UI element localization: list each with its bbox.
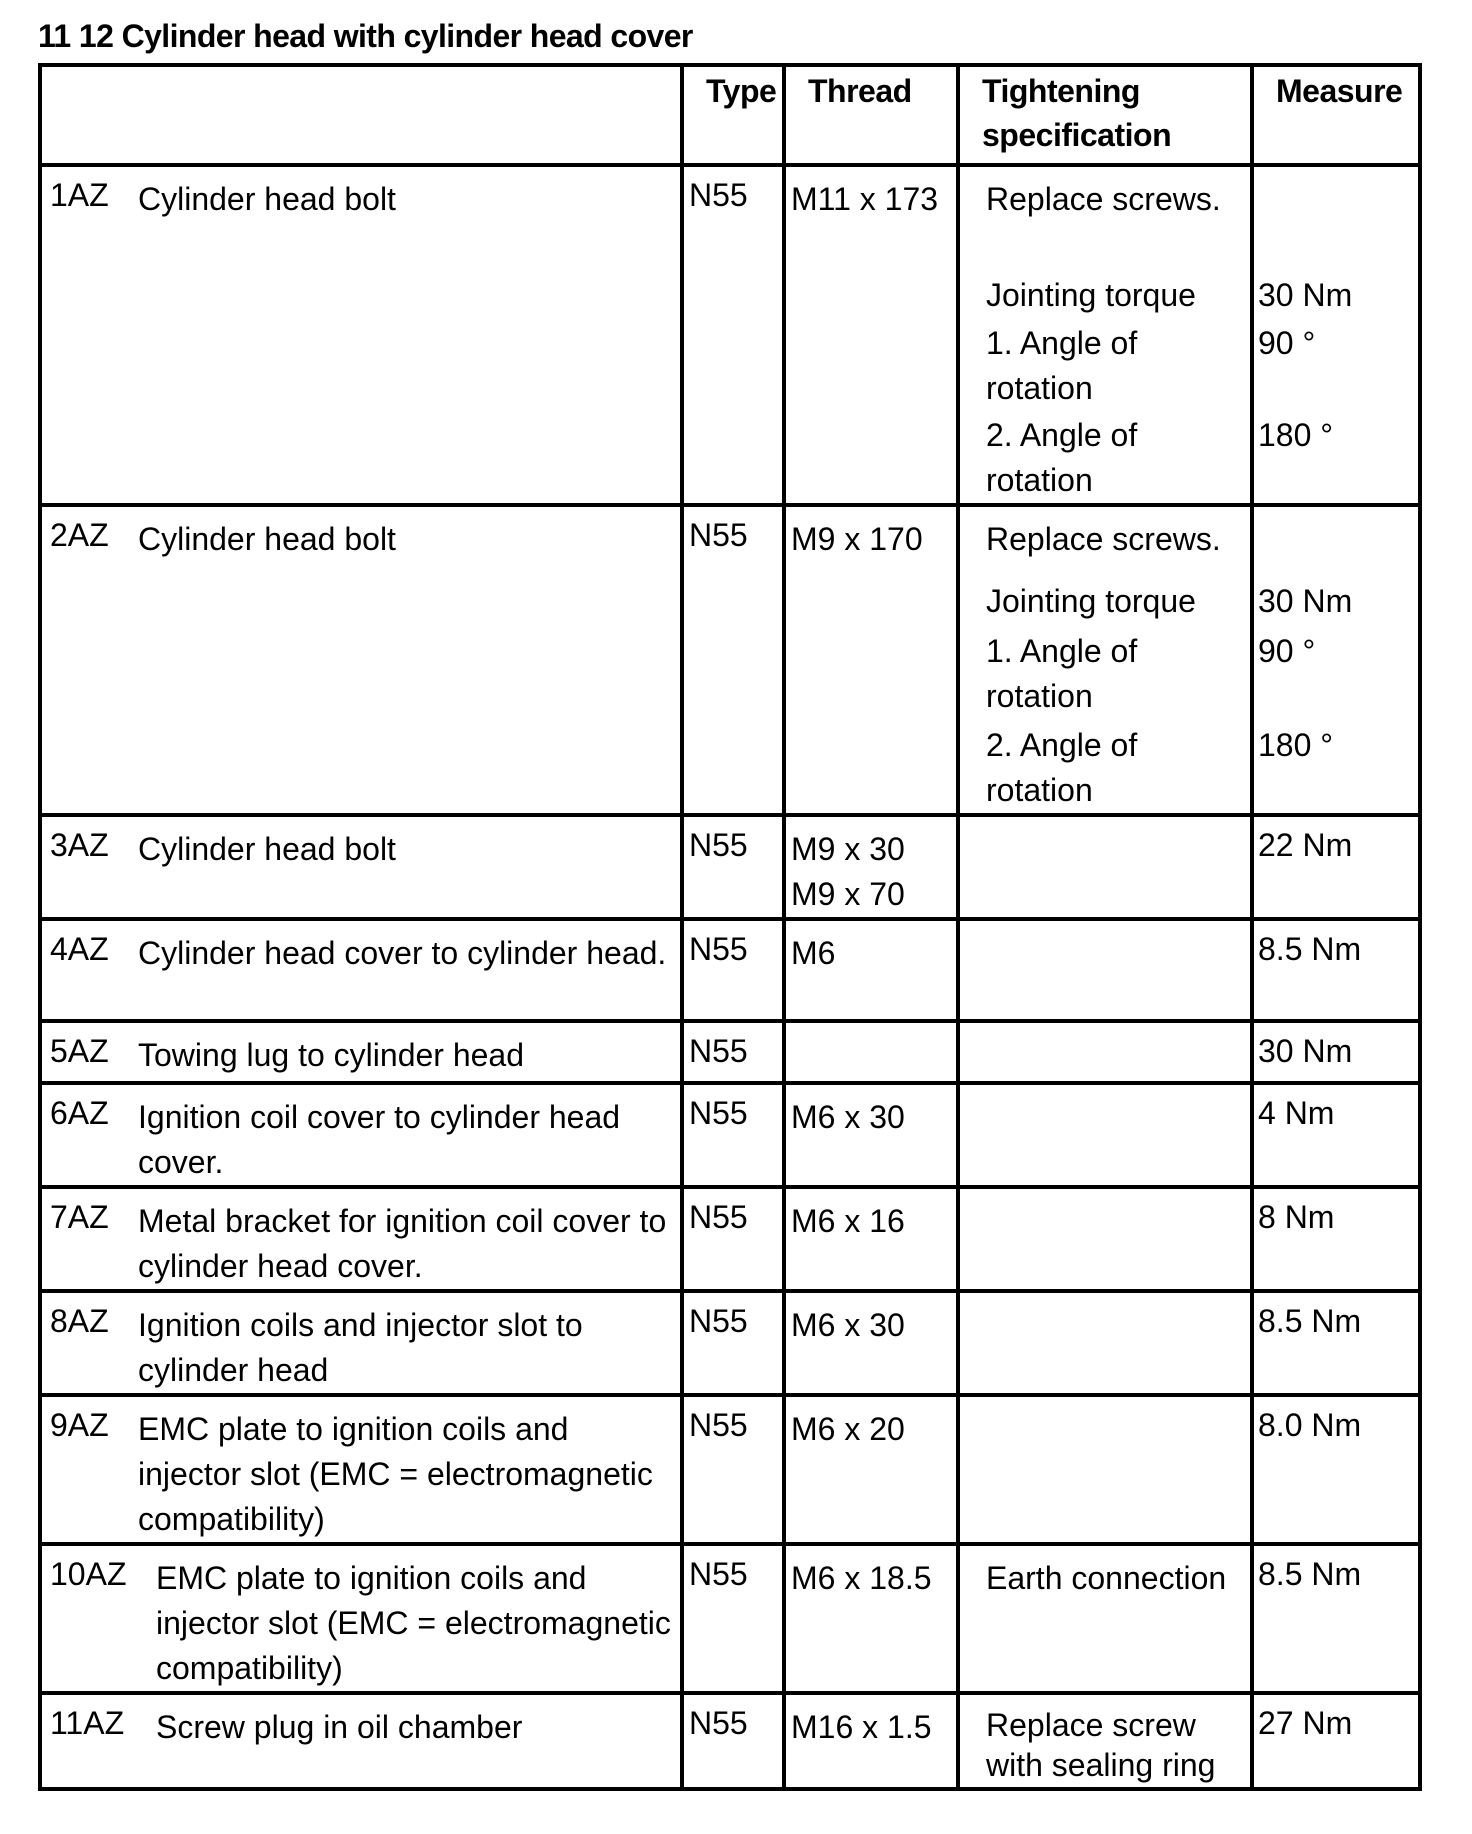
type-cell: N55	[682, 1693, 784, 1789]
item-description: Cylinder head cover to cylinder head.	[138, 935, 667, 971]
table-row	[40, 1021, 1420, 1083]
measure-cell	[1252, 165, 1420, 505]
type-cell: N55	[682, 505, 784, 815]
item-description: Towing lug to cylinder head	[138, 1037, 525, 1073]
tightening-cell	[958, 1291, 1252, 1395]
header-measure: Measure	[1252, 65, 1420, 165]
item-description: Cylinder head bolt	[138, 831, 396, 867]
item-description: Cylinder head bolt	[138, 521, 396, 557]
item-code: 8AZ	[50, 1303, 109, 1339]
header-thread: Thread	[784, 65, 958, 165]
thread-cell: M9 x 170	[784, 505, 958, 815]
measure-cell: 8 Nm	[1252, 1187, 1420, 1291]
item-code: 7AZ	[50, 1199, 109, 1235]
tightening-cell	[958, 1395, 1252, 1544]
item-description: EMC plate to ignition coils and injector slot (EMC = electromagnetic compatibility)	[156, 1560, 671, 1686]
type-cell: N55	[682, 919, 784, 1021]
tightening-cell	[958, 1187, 1252, 1291]
tightening-cell	[958, 1021, 1252, 1083]
table-header-row	[40, 65, 1420, 165]
type-cell: N55	[682, 1083, 784, 1187]
item-code: 2AZ	[50, 517, 109, 553]
header-description	[40, 65, 682, 165]
torque-spec-table	[38, 63, 1422, 1791]
spec-text: 2. Angle of rotation	[986, 727, 1138, 808]
item-code: 5AZ	[50, 1033, 109, 1069]
item-description: Ignition coil cover to cylinder head cover.	[138, 1099, 621, 1180]
thread-cell: M11 x 173	[784, 165, 958, 505]
spec-text: 2. Angle of rotation	[986, 417, 1138, 498]
thread-cell: M6 x 30	[784, 1083, 958, 1187]
item-code: 10AZ	[50, 1556, 127, 1592]
spec-value: 90 °	[1258, 633, 1316, 669]
description-cell	[40, 1395, 682, 1544]
table-row	[40, 165, 1420, 505]
tightening-cell	[958, 505, 1252, 815]
spec-value	[1258, 517, 1414, 579]
table-row	[40, 815, 1420, 919]
table-row	[40, 1544, 1420, 1693]
thread-cell	[784, 1021, 958, 1083]
item-description: Cylinder head bolt	[138, 181, 396, 217]
tightening-cell: Replace screw with sealing ring	[958, 1693, 1252, 1789]
thread-cell: M6 x 16	[784, 1187, 958, 1291]
table-row	[40, 1291, 1420, 1395]
spec-text: Jointing torque	[986, 277, 1196, 313]
spec-text: Replace screws.	[986, 181, 1221, 217]
type-cell: N55	[682, 1291, 784, 1395]
measure-cell: 8.0 Nm	[1252, 1395, 1420, 1544]
description-cell	[40, 919, 682, 1021]
description-cell	[40, 1187, 682, 1291]
item-description: Metal bracket for ignition coil cover to cylinder head cover.	[138, 1203, 667, 1284]
description-cell	[40, 165, 682, 505]
thread-value: M9 x 30	[791, 831, 905, 867]
thread-cell	[784, 815, 958, 919]
description-cell	[40, 1021, 682, 1083]
table-row	[40, 1083, 1420, 1187]
header-type: Type	[682, 65, 784, 165]
spec-value: 180 °	[1258, 417, 1334, 453]
measure-cell: 8.5 Nm	[1252, 919, 1420, 1021]
measure-cell	[1252, 505, 1420, 815]
measure-cell: 8.5 Nm	[1252, 1544, 1420, 1693]
measure-cell: 8.5 Nm	[1252, 1291, 1420, 1395]
item-code: 9AZ	[50, 1407, 109, 1443]
description-cell	[40, 815, 682, 919]
type-cell: N55	[682, 165, 784, 505]
tightening-cell	[958, 165, 1252, 505]
header-tightening-specification: Tightening specification	[958, 65, 1252, 165]
document-title: 11 12 Cylinder head with cylinder head cover	[38, 18, 693, 54]
item-code: 6AZ	[50, 1095, 109, 1131]
item-description: Ignition coils and injector slot to cylinder head	[138, 1307, 583, 1388]
spec-value: 30 Nm	[1258, 583, 1353, 619]
spec-text: 1. Angle of rotation	[986, 633, 1138, 714]
thread-cell: M6	[784, 919, 958, 1021]
table-row	[40, 505, 1420, 815]
spec-value: 30 Nm	[1258, 277, 1353, 313]
measure-cell: 4 Nm	[1252, 1083, 1420, 1187]
thread-value: M9 x 70	[791, 876, 905, 912]
description-cell	[40, 1544, 682, 1693]
thread-cell: M16 x 1.5	[784, 1693, 958, 1789]
description-cell	[40, 1291, 682, 1395]
description-cell	[40, 1083, 682, 1187]
table-row	[40, 1693, 1420, 1789]
item-code: 4AZ	[50, 931, 109, 967]
measure-cell: 22 Nm	[1252, 815, 1420, 919]
description-cell	[40, 505, 682, 815]
type-cell: N55	[682, 815, 784, 919]
item-description: EMC plate to ignition coils and injector slot (EMC = electromagnetic compatibility)	[138, 1411, 653, 1537]
spec-text: 1. Angle of rotation	[986, 325, 1138, 406]
type-cell: N55	[682, 1021, 784, 1083]
item-code: 1AZ	[50, 177, 109, 213]
tightening-cell	[958, 919, 1252, 1021]
type-cell: N55	[682, 1187, 784, 1291]
spec-value: 90 °	[1258, 325, 1316, 361]
type-cell: N55	[682, 1544, 784, 1693]
table-row	[40, 1395, 1420, 1544]
spec-value	[1258, 177, 1414, 273]
spec-text: Jointing torque	[986, 583, 1196, 619]
tightening-cell	[958, 815, 1252, 919]
spec-text: Replace screws.	[986, 521, 1221, 557]
table-row	[40, 919, 1420, 1021]
table-row	[40, 1187, 1420, 1291]
measure-cell: 30 Nm	[1252, 1021, 1420, 1083]
item-code: 11AZ	[50, 1705, 125, 1741]
type-cell: N55	[682, 1395, 784, 1544]
tightening-cell: Earth connection	[958, 1544, 1252, 1693]
item-description: Screw plug in oil chamber	[156, 1709, 523, 1745]
measure-cell: 27 Nm	[1252, 1693, 1420, 1789]
thread-cell: M6 x 20	[784, 1395, 958, 1544]
thread-cell: M6 x 18.5	[784, 1544, 958, 1693]
description-cell	[40, 1693, 682, 1789]
thread-cell: M6 x 30	[784, 1291, 958, 1395]
item-code: 3AZ	[50, 827, 109, 863]
tightening-cell	[958, 1083, 1252, 1187]
spec-value: 180 °	[1258, 727, 1334, 763]
